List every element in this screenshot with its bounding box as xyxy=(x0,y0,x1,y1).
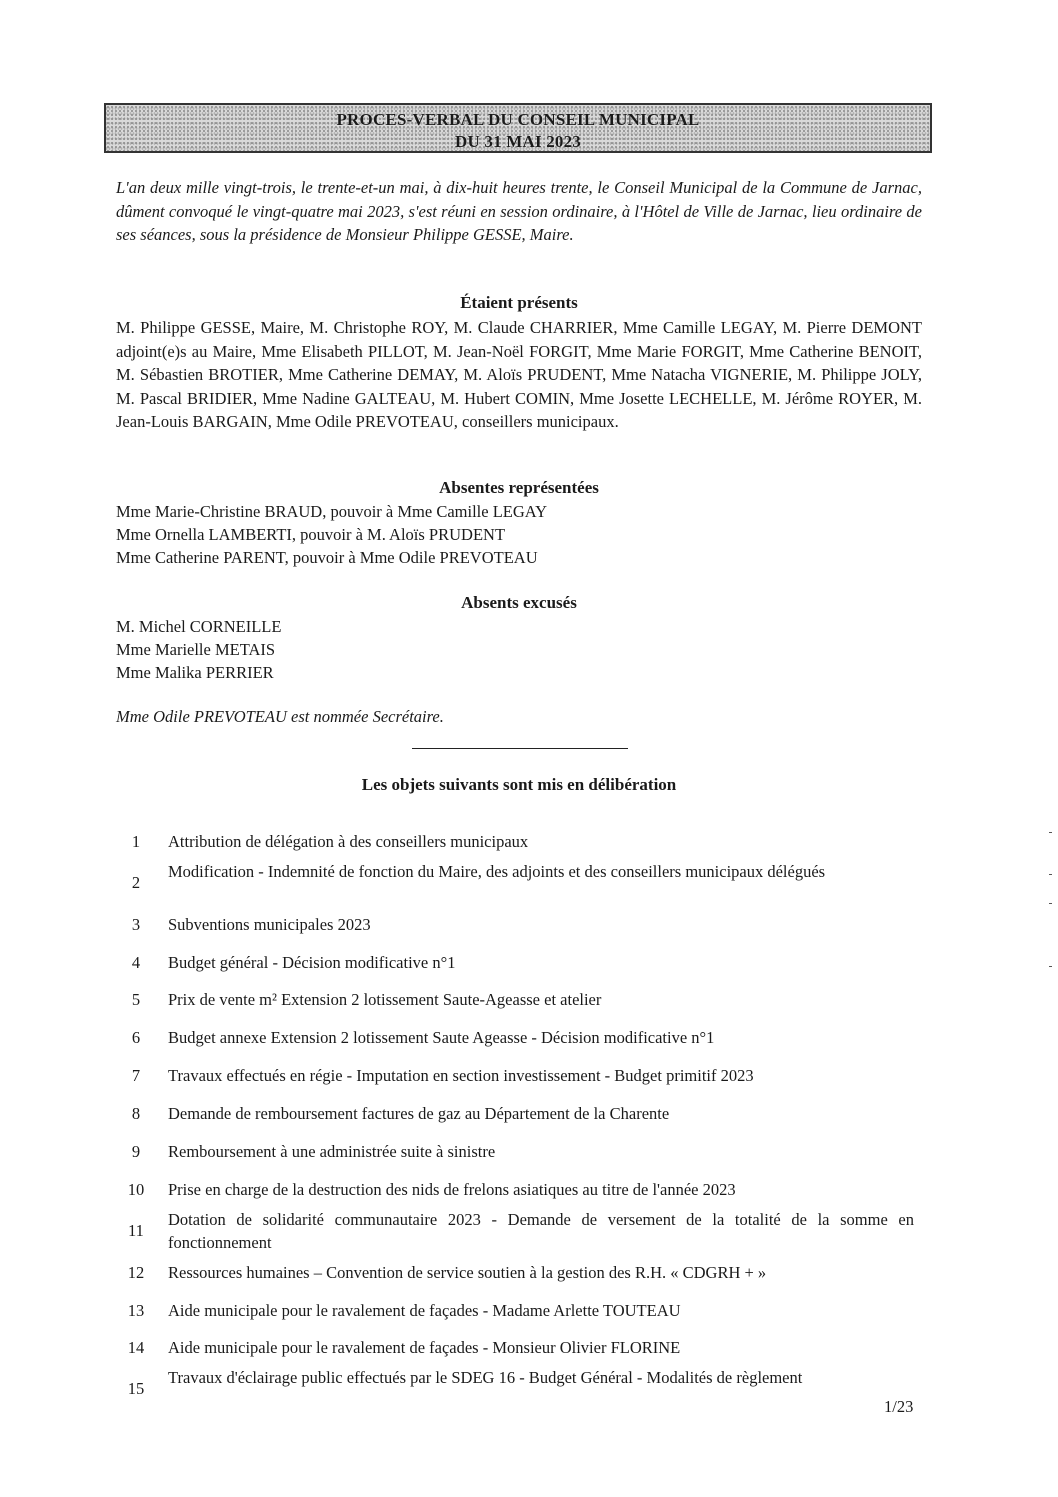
agenda-item-number: 6 xyxy=(131,1028,141,1047)
intro-paragraph: L'an deux mille vingt-trois, le trente-et-un mai, à dix-huit heures trente, le Conseil Municipal de la Commune de Jarnac, dûment convoqué le vingt-quatre mai 2023, s'est réuni en session ordinaire, à l'Hôtel de Ville de Jarnac, lieu ordinaire de ses séances, sous la présidence de Monsieur Philippe GESSE, Maire. xyxy=(116,178,922,244)
agenda-item-text: Dotation de solidarité communautaire 2023 - Demande de versement de la totalité de la somme en fonctionnement xyxy=(168,1210,914,1252)
agenda-item-text: Travaux effectués en régie - Imputation en section investissement - Budget primitif 2023 xyxy=(168,1066,754,1085)
agenda-item-text: Prix de vente m² Extension 2 lotissement Saute-Ageasse et atelier xyxy=(168,990,602,1009)
agenda-item-text: Demande de remboursement factures de gaz au Département de la Charente xyxy=(168,1104,670,1123)
secretary-line: Mme Odile PREVOTEAU est nommée Secrétaire. xyxy=(116,707,444,726)
agenda-item-number: 12 xyxy=(127,1263,145,1282)
represented-heading: Absentes représentées xyxy=(439,478,599,497)
present-list: M. Philippe GESSE, Maire, M. Christophe ROY, M. Claude CHARRIER, Mme Camille LEGAY, M. Pierre DEMONT adjoint(e)s au Maire, Mme Elisabeth PILLOT, M. Jean-Noël FORGIT, Mme Marie FORGIT, Mme Catherine BENOIT, M. Sébastien BROTIER, Mme Catherine DEMAY, M. Aloïs PRUDENT, Mme Natacha VIGNERIE, M. Philippe JOLY, M. Pascal BRIDIER, Mme Nadine GALTEAU, M. Hubert COMIN, Mme Josette LECHELLE, M. Jérôme ROYER, M. Jean-Louis BARGAIN, Mme Odile PREVOTEAU, conseillers municipaux. xyxy=(116,318,922,431)
agenda-item-number: 13 xyxy=(127,1301,145,1320)
agenda-heading: Les objets suivants sont mis en délibération xyxy=(361,775,677,794)
agenda-item-text: Budget annexe Extension 2 lotissement Saute Ageasse - Décision modificative n°1 xyxy=(168,1028,715,1047)
agenda-item-text: Prise en charge de la destruction des nids de frelons asiatiques au titre de l'année 2023 xyxy=(168,1180,736,1199)
scan-edge-mark xyxy=(1049,874,1052,875)
excused-heading: Absents excusés xyxy=(461,593,577,612)
agenda-item-number: 4 xyxy=(131,953,141,972)
agenda-item-number: 14 xyxy=(127,1338,145,1357)
agenda-item-text: Budget général - Décision modificative n°1 xyxy=(168,953,456,972)
agenda-item-number: 8 xyxy=(131,1104,141,1123)
agenda-item-number: 3 xyxy=(131,915,141,934)
agenda-item-number: 11 xyxy=(128,1221,144,1240)
list-item: Mme Ornella LAMBERTI, pouvoir à M. Aloïs PRUDENT xyxy=(116,525,506,545)
agenda-item-text: Remboursement à une administrée suite à sinistre xyxy=(168,1142,496,1161)
list-item: Mme Marie-Christine BRAUD, pouvoir à Mme Camille LEGAY xyxy=(116,502,548,521)
agenda-item-text: Aide municipale pour le ravalement de façades - Monsieur Olivier FLORINE xyxy=(168,1338,681,1357)
list-item: Mme Malika PERRIER xyxy=(116,663,274,683)
title-line-2: DU 31 MAI 2023 xyxy=(454,132,582,151)
agenda-item-text: Aide municipale pour le ravalement de façades - Madame Arlette TOUTEAU xyxy=(168,1301,681,1320)
title-line-1: PROCES-VERBAL DU CONSEIL MUNICIPAL xyxy=(336,110,700,129)
scan-edge-mark xyxy=(1049,832,1052,833)
agenda-item-text: Attribution de délégation à des conseillers municipaux xyxy=(168,832,529,851)
agenda-item-number: 2 xyxy=(131,873,141,892)
agenda-item-number: 7 xyxy=(131,1066,141,1085)
scan-edge-mark xyxy=(1049,903,1052,904)
scan-edge-mark xyxy=(1049,966,1052,967)
list-item: Mme Marielle METAIS xyxy=(116,640,276,660)
agenda-item-number: 10 xyxy=(127,1180,145,1199)
agenda-item-number: 9 xyxy=(131,1142,141,1161)
agenda-item-text: Travaux d'éclairage public effectués par le SDEG 16 - Budget Général - Modalités de règlement xyxy=(168,1368,803,1387)
list-item: Mme Catherine PARENT, pouvoir à Mme Odile PREVOTEAU xyxy=(116,548,538,568)
agenda-item-number: 15 xyxy=(127,1379,145,1398)
present-heading: Étaient présents xyxy=(460,293,578,312)
list-item: M. Michel CORNEILLE xyxy=(116,617,282,636)
agenda-item-number: 1 xyxy=(131,832,141,851)
agenda-item-text: Subventions municipales 2023 xyxy=(168,915,371,934)
agenda-item-text: Ressources humaines – Convention de service soutien à la gestion des R.H. « CDGRH + » xyxy=(168,1263,767,1282)
page-number: 1/23 xyxy=(884,1397,914,1416)
agenda-item-text: Modification - Indemnité de fonction du Maire, des adjoints et des conseillers municipaux délégués xyxy=(168,862,826,881)
agenda-item-number: 5 xyxy=(131,990,141,1009)
